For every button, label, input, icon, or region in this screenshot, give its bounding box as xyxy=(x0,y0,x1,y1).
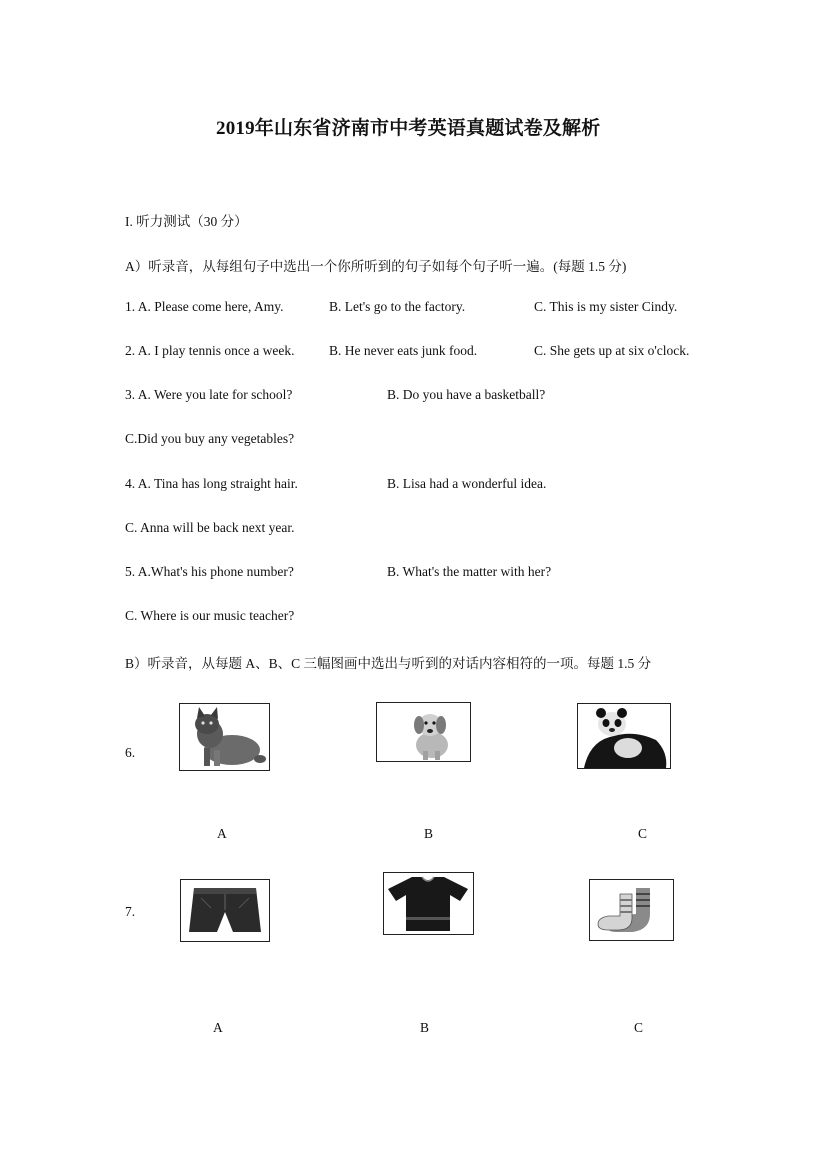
q7-label-b: B xyxy=(420,1020,430,1035)
cat-picture xyxy=(179,703,270,771)
part-b-instruction: B）听录音，从每题 A、B、C 三幅图画中选出与听到的对话内容相符的一项。每题 1.5 分 xyxy=(125,656,652,671)
q6-number: 6. xyxy=(125,745,136,760)
q4-option-c: C. Anna will be back next year. xyxy=(125,520,295,535)
q3-option-b: B. Do you have a basketball? xyxy=(387,387,546,402)
q5-option-c: C. Where is our music teacher? xyxy=(125,608,295,623)
socks-picture xyxy=(589,879,674,941)
part-a-instruction: A）听录音，从每组句子中选出一个你所听到的句子如每个句子听一遍。(每题 1.5 分) xyxy=(125,259,627,274)
q2-option-a: 2. A. I play tennis once a week. xyxy=(125,343,295,358)
q6-label-c: C xyxy=(638,826,648,841)
q1-option-a: 1. A. Please come here, Amy. xyxy=(125,299,284,314)
panda-picture xyxy=(577,703,671,769)
q3-option-c: C.Did you buy any vegetables? xyxy=(125,431,295,446)
dog-picture xyxy=(376,702,471,762)
q2-option-b: B. He never eats junk food. xyxy=(329,343,478,358)
q7-label-a: A xyxy=(213,1020,223,1035)
q5-option-a: 5. A.What's his phone number? xyxy=(125,564,294,579)
tshirt-picture xyxy=(383,872,474,935)
q4-option-a: 4. A. Tina has long straight hair. xyxy=(125,476,298,491)
section-heading-listening: I. 听力测试（30 分） xyxy=(125,214,248,229)
q5-option-b: B. What's the matter with her? xyxy=(387,564,552,579)
q7-label-c: C xyxy=(634,1020,644,1035)
shorts-picture xyxy=(180,879,270,942)
q2-option-c: C. She gets up at six o'clock. xyxy=(534,343,690,358)
q6-label-b: B xyxy=(424,826,434,841)
q4-option-b: B. Lisa had a wonderful idea. xyxy=(387,476,547,491)
q1-option-c: C. This is my sister Cindy. xyxy=(534,299,678,314)
q6-label-a: A xyxy=(217,826,227,841)
q7-number: 7. xyxy=(125,904,136,919)
q3-option-a: 3. A. Were you late for school? xyxy=(125,387,293,402)
page-title: 2019年山东省济南市中考英语真题试卷及解析 xyxy=(216,118,601,139)
q1-option-b: B. Let's go to the factory. xyxy=(329,299,466,314)
